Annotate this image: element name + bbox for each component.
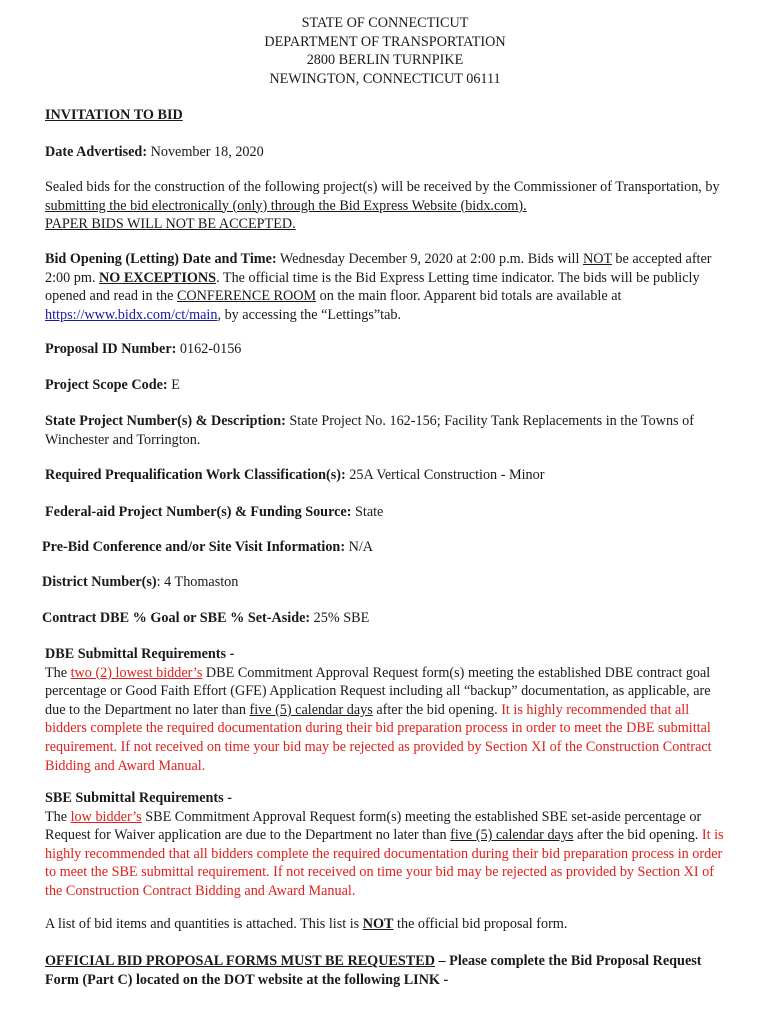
header-line: STATE OF CONNECTICUT	[301, 15, 469, 31]
paragraph-text: after the bid opening.	[372, 701, 502, 718]
paragraph-text: SBE Commitment Approval Request form(s) meeting the established SBE set-aside percentage or Request for Waiver application are due to the Department no later than	[45, 808, 702, 844]
field-label: Project Scope Code:	[45, 377, 168, 393]
field-value: 25% SBE	[310, 610, 370, 626]
dbe-requirements	[45, 645, 728, 775]
contract-goal	[42, 609, 725, 628]
document-title	[45, 106, 728, 125]
paragraph-text: A list of bid items and quantities is attached. This list is	[45, 916, 363, 932]
field-value: 25A Vertical Construction - Minor	[345, 467, 545, 483]
field-label: Pre-Bid Conference and/or Site Visit Information:	[42, 539, 346, 555]
title-text: INVITATION TO BID	[45, 107, 183, 123]
field-label: Required Prequalification Work Classification(s):	[45, 467, 346, 483]
date-advertised	[45, 143, 728, 162]
prequalification	[45, 466, 728, 485]
paragraph-text: Wednesday December 9, 2020 at 2:00 p.m. Bids will	[276, 251, 583, 267]
red-recommendation-text: It is highly recommended that all bidders complete the required documentation during their bid preparation process in order to meet the DBE submittal requirement. If not received on time your bid may be rejected as provided by Section XI of the Construction Contract Bidding and Award Manual.	[45, 701, 712, 774]
field-value: November 18, 2020	[147, 144, 264, 160]
not-emphasis: NOT	[582, 251, 612, 267]
official-forms-notice	[45, 952, 728, 989]
state-project-number	[45, 412, 728, 449]
header-line: DEPARTMENT OF TRANSPORTATION	[264, 33, 506, 50]
field-label: Contract DBE % Goal or SBE % Set-Aside:	[42, 610, 311, 626]
sealed-bids-paragraph	[45, 178, 728, 234]
federal-aid	[45, 503, 728, 522]
bid-opening-paragraph	[45, 250, 728, 324]
field-label: Date Advertised:	[45, 144, 148, 160]
field-label: Bid Opening (Letting) Date and Time:	[45, 251, 277, 267]
red-recommendation-text: It is highly recommended that all bidders complete the required documentation during their bid preparation process in order to meet the SBE submittal requirement. If not received on time your bid may be rejected as provided by Section XI of the Construction Contract Bidding and Award Manual.	[45, 827, 724, 899]
field-value: : 4 Thomaston	[156, 574, 239, 590]
paragraph-text: , by accessing the “Lettings”tab.	[217, 306, 402, 323]
sbe-requirements	[45, 789, 728, 901]
not-emphasis: NOT	[362, 916, 394, 932]
paragraph-text: . The official time is the Bid Express Letting time indicator. The bids will be publicly opened and read in the	[45, 269, 700, 305]
section-heading: SBE Submittal Requirements -	[45, 790, 232, 806]
header-line: NEWINGTON, CONNECTICUT 06111	[269, 70, 501, 87]
field-label: Federal-aid Project Number(s) & Funding Source:	[45, 504, 352, 520]
section-heading: DBE Submittal Requirements -	[45, 646, 235, 662]
field-value: E	[167, 377, 180, 393]
field-label: District Number(s)	[42, 574, 157, 590]
paragraph-text: after the bid opening.	[573, 827, 702, 844]
underlined-text: submitting the bid electronically (only) through the Bid Express Website (bidx.com).	[45, 197, 527, 214]
district-number	[42, 573, 725, 592]
field-label: State Project Number(s) & Description:	[45, 413, 286, 429]
pre-bid-conference	[42, 538, 725, 557]
paragraph-text: DBE Commitment Approval Request form(s) meeting the established DBE contract goal percentage or Good Faith Effort (GFE) Application Request including all “backup” documentation, as applicable, are due to the Department no later than	[45, 664, 711, 718]
no-exceptions-emphasis: NO EXCEPTIONS	[99, 269, 217, 286]
calendar-days-emphasis: five (5) calendar days	[249, 701, 373, 718]
paragraph-text: The	[45, 664, 71, 681]
official-forms-heading: OFFICIAL BID PROPOSAL FORMS MUST BE REQUESTED	[45, 953, 435, 969]
field-label: Proposal ID Number:	[45, 341, 177, 357]
field-value: N/A	[345, 539, 374, 555]
paragraph-text: Sealed bids for the construction of the following project(s) will be received by the Commissioner of Transportation, by	[45, 179, 720, 195]
request-form-instruction: – Please complete the Bid Proposal Request Form (Part C) located on the DOT website at the following LINK -	[45, 953, 702, 988]
field-value: State	[351, 504, 384, 520]
paper-bids-notice: PAPER BIDS WILL NOT BE ACCEPTED.	[45, 216, 296, 233]
paragraph-text: on the main floor. Apparent bid totals are available at	[316, 288, 622, 305]
lowest-bidders-emphasis: two (2) lowest bidder’s	[70, 664, 203, 681]
bid-items-note	[45, 915, 728, 934]
project-scope-code	[45, 376, 728, 395]
bidx-link[interactable]: https://www.bidx.com/ct/main	[45, 306, 218, 323]
conference-room-text: CONFERENCE ROOM	[176, 288, 317, 305]
paragraph-text: The	[45, 808, 71, 825]
paragraph-text: the official bid proposal form.	[393, 916, 568, 932]
calendar-days-emphasis: five (5) calendar days	[450, 827, 574, 844]
low-bidders-emphasis: low bidder’s	[70, 808, 142, 825]
paragraph-text: be accepted after 2:00 pm.	[45, 251, 712, 286]
field-value: 0162-0156	[176, 341, 242, 357]
proposal-id	[45, 340, 728, 359]
agency-header	[0, 14, 770, 88]
header-line: 2800 BERLIN TURNPIKE	[306, 52, 464, 69]
field-value: State Project No. 162-156; Facility Tank Replacements in the Towns of Winchester and Torrington.	[45, 413, 694, 448]
